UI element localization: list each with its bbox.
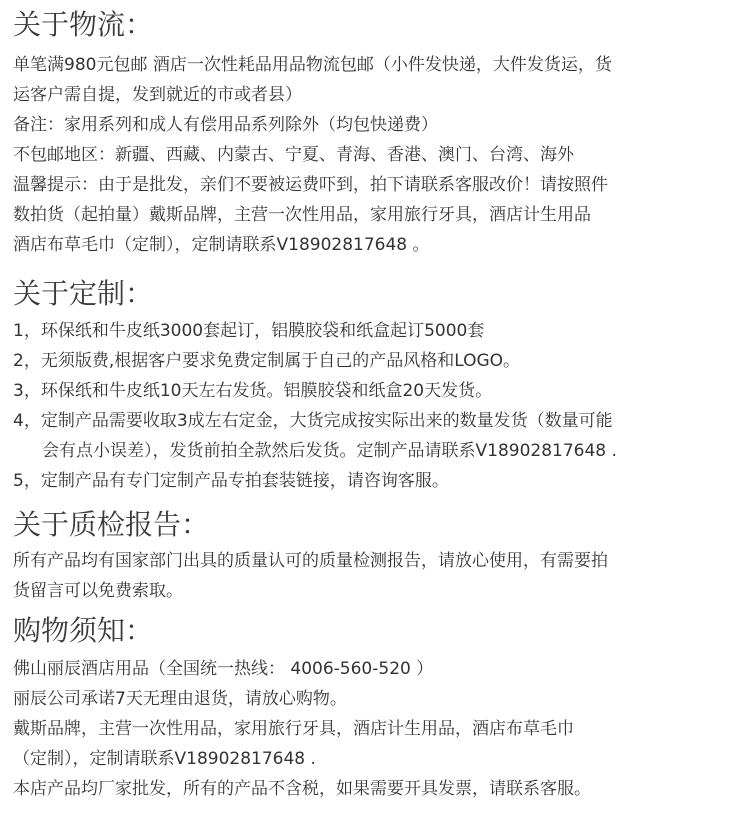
customization-line-4: 4，定制产品需要收取3成左右定金，大货完成按实际出来的数量发货（数量可能 <box>13 411 613 431</box>
logistics-line-6: 数拍货（起拍量）戴斯品牌，主营一次性用品，家用旅行牙具，酒店计生用品 <box>13 205 591 225</box>
quality-line-1: 所有产品均有国家部门出具的质量认可的质量检测报告，请放心使用，有需要拍 <box>13 551 608 571</box>
logistics-line-4: 不包邮地区：新疆、西藏、内蒙古、宁夏、青海、香港、澳门、台湾、海外 <box>13 145 574 165</box>
customization-line-5: 5，定制产品有专门定制产品专拍套装链接，请咨询客服。 <box>13 471 449 491</box>
purchase-line-5: 本店产品均厂家批发，所有的产品不含税，如果需要开具发票，请联系客服。 <box>13 779 591 799</box>
logistics-heading: 关于物流： <box>13 8 154 41</box>
purchase-line-1: 佛山丽辰酒店用品（全国统一热线： 4006-560-520 ） <box>13 659 434 679</box>
purchase-line-2: 丽辰公司承诺7天无理由退货，请放心购物。 <box>13 689 347 709</box>
customization-line-4-continued: 会有点小误差），发货前拍全款然后发货。定制产品请联系V18902817648 . <box>42 441 617 461</box>
logistics-line-3: 备注：家用系列和成人有偿用品系列除外（均包快递费） <box>13 115 438 135</box>
customization-line-1: 1，环保纸和牛皮纸3000套起订，铝膜胶袋和纸盒起订5000套 <box>13 321 485 341</box>
customization-line-2: 2，无须版费,根据客户要求免费定制属于自己的产品风格和LOGO。 <box>13 351 521 371</box>
quality-heading: 关于质检报告： <box>13 508 210 541</box>
customization-heading: 关于定制： <box>13 277 154 310</box>
purchase-heading: 购物须知： <box>13 614 154 647</box>
logistics-line-1: 单笔满980元包邮 酒店一次性耗品用品物流包邮（小件发快递，大件发货运，货 <box>13 55 612 75</box>
logistics-line-5: 温馨提示：由于是批发，亲们不要被运费吓到，拍下请联系客服改价！请按照件 <box>13 175 608 195</box>
customization-line-3: 3，环保纸和牛皮纸10天左右发货。铝膜胶袋和纸盒20天发货。 <box>13 381 493 401</box>
quality-line-2: 货留言可以免费索取。 <box>13 581 183 601</box>
logistics-line-7: 酒店布草毛巾（定制），定制请联系V18902817648 。 <box>13 235 430 255</box>
purchase-line-4: （定制），定制请联系V18902817648 . <box>13 749 316 769</box>
logistics-line-2: 运客户需自提，发到就近的市或者县） <box>13 85 302 105</box>
purchase-line-3: 戴斯品牌，主营一次性用品，家用旅行牙具，酒店计生用品，酒店布草毛巾 <box>13 719 574 739</box>
